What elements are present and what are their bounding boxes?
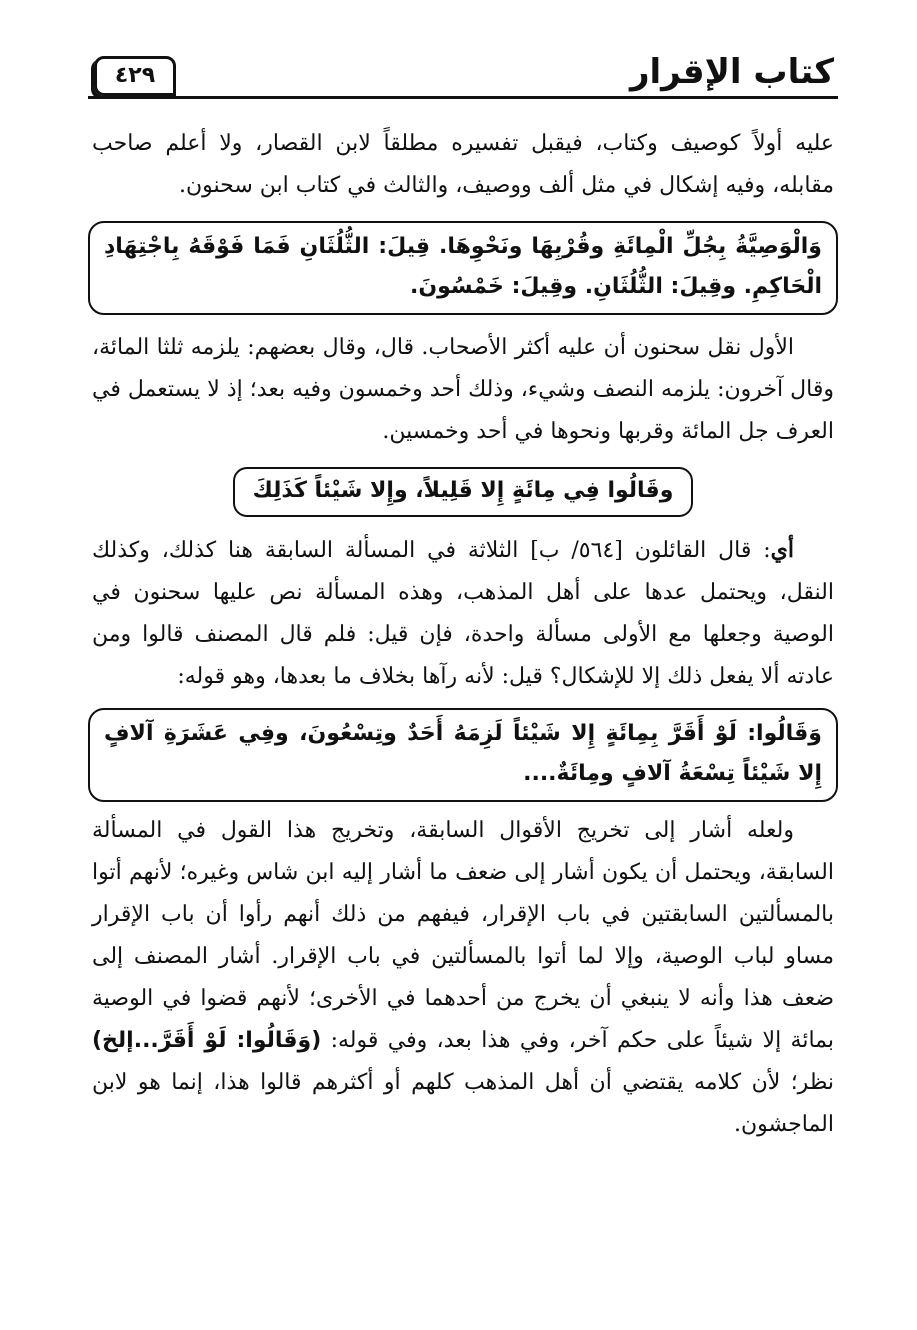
book-title: كتاب الإقرار: [629, 52, 834, 92]
paragraph-commentary-1: عليه أولاً كوصيف وكتاب، فيقبل تفسيره مطلقاً لابن القصار، ولا أعلم صاحب مقابله، وفيه إشكال في مثل ألف ووصيف، والثالث في كتاب ابن سحنون.: [92, 131, 834, 198]
paragraph-commentary-2: الأول نقل سحنون أن عليه أكثر الأصحاب. قال، وقال بعضهم: يلزمه ثلثا المائة، وقال آخرون: يلزمه النصف وشيء، وذلك أحد وخمسون وفيه بعد؛ إذ لا يستعمل في العرف جل المائة وقربها ونحوها في أحد وخمسين.: [92, 335, 834, 444]
paragraph-commentary-3: [88, 529, 838, 698]
page-header: [88, 50, 838, 99]
paragraph-lead-word: أي: [770, 537, 794, 563]
inline-matn-quote: (وَقَالُوا: لَوْ أَقَرَّ...إلخ): [92, 1028, 322, 1053]
page-number: ٤٢٩: [94, 56, 176, 96]
matn-box-2: وقَالُوا فِي مِائَةٍ إِلا قَلِيلاً، وإِلا شَيْئاً كَذَلِكَ: [233, 467, 694, 517]
paragraph-text: نظر؛ لأن كلامه يقتضي أن أهل المذهب كلهم أو أكثرهم قالوا هذا، إنما هو لابن الماجشون.: [92, 1070, 834, 1137]
document-page: [88, 50, 838, 1146]
matn-box-1: وَالْوَصِيَّةُ بِجُلِّ الْمِائَةِ وقُرْبِهَا ونَحْوِهَا. قِيلَ: الثُّلُثَانِ فَمَا فَوْقَهُ بِاجْتِهَادِ الْحَاكِمِ. وقِيلَ: الثُّلُثَانِ. وقِيلَ: خَمْسُونَ.: [88, 221, 838, 315]
matn-box-3: وَقَالُوا: لَوْ أَقَرَّ بِمِائَةٍ إِلا شَيْئاً لَزِمَهُ أَحَدٌ وتِسْعُونَ، وفِي عَشَرَةِ آلافٍ إِلا شَيْئاً تِسْعَةُ آلافٍ ومِائَةٌ....: [88, 708, 838, 802]
paragraph-text: ولعله أشار إلى تخريج الأقوال السابقة، وتخريج هذا القول في المسألة السابقة، ويحتمل أن يكون أشار إلى ضعف ما أشار إليه ابن شاس وغيره؛ لأنهم أتوا بالمسألتين السابقتين في باب الإقرار، فيفهم من ذلك أنهم رأوا أن باب الإقرار مساو لباب الوصية، وإلا لما أتوا بالمسألتين في باب الإقرار. أشار المصنف إلى ضعف هذا وأنه لا ينبغي أن يخرج من أحدهما في الأخرى؛ لأنهم قضوا في الوصية بمائة إلا شيئاً على حكم آخر، وفي هذا بعد، وفي قوله:: [92, 818, 834, 1053]
paragraph-text: : قال القائلون [٥٦٤/ ب] الثلاثة في المسألة السابقة هنا كذلك، وكذلك النقل، ويحتمل عدها على أهل المذهب، وهذه المسألة نص عليها سحنون في الوصية وجعلها مع الأولى مسألة واحدة، فإن قيل: فلم قال المصنف قالوا ومن عادته ألا يفعل ذلك إلا للإشكال؟ قيل: لأنه رآها بخلاف ما بعدها، وهو قوله:: [92, 538, 834, 689]
paragraph-commentary-4: [88, 810, 838, 1146]
